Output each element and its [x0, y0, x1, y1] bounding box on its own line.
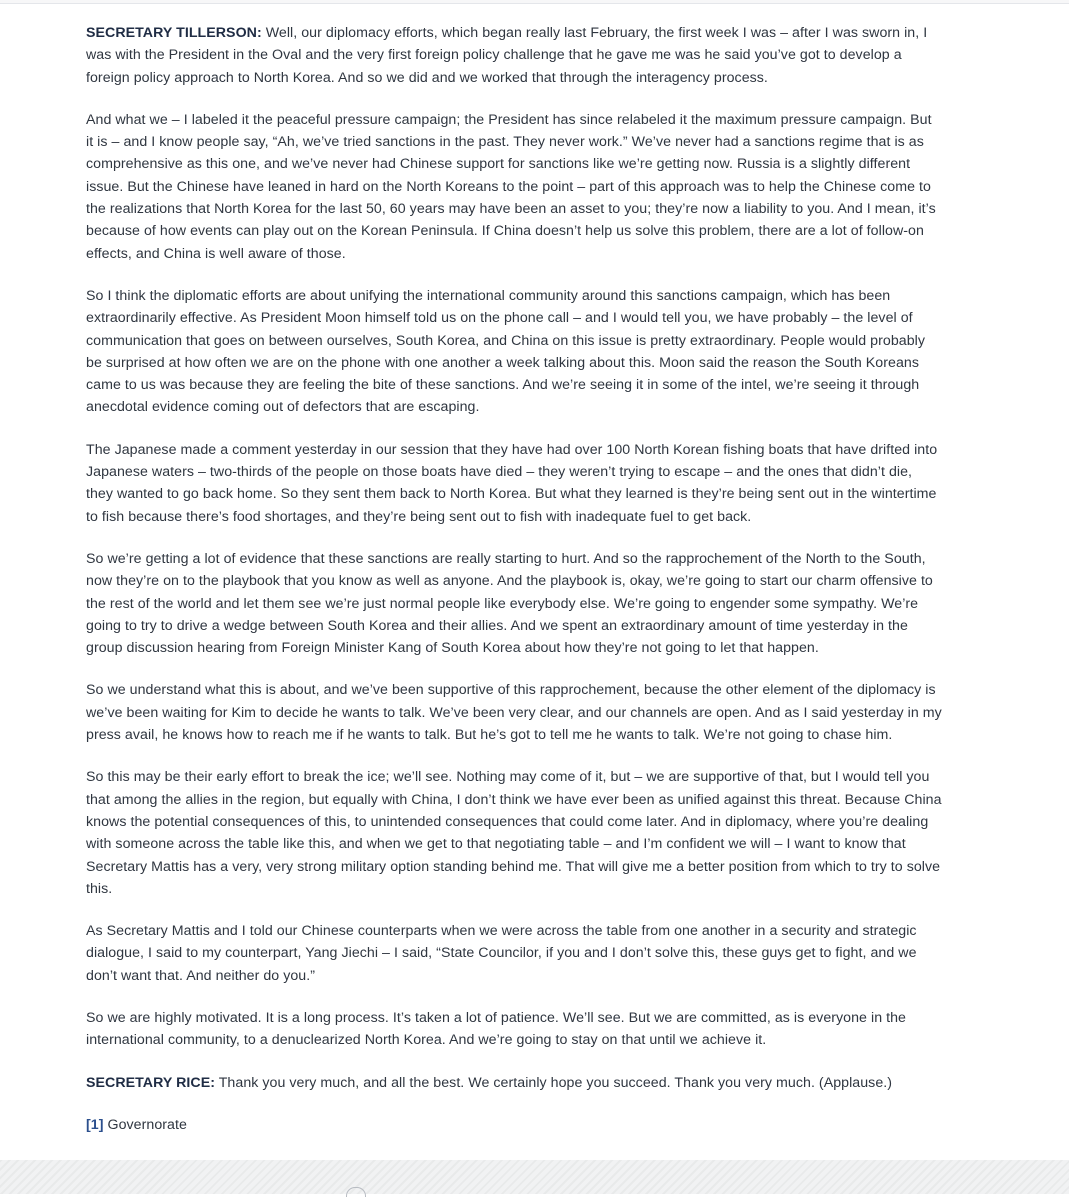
speaker-label: SECRETARY TILLERSON:: [86, 25, 262, 41]
paragraph-9: [86, 1007, 942, 1052]
speaker-label: SECRETARY RICE:: [86, 1074, 215, 1091]
paragraph-2: [86, 109, 942, 265]
footer-band: [0, 1160, 1069, 1194]
paragraph-6: [86, 679, 942, 746]
paragraph-8: [86, 920, 942, 987]
footnote-text: Governorate: [103, 1116, 187, 1133]
paragraph-text: Well, our diplomacy efforts, which began really last February, the first week I was – after I was sworn in, I was with the President in the Oval and the very first foreign policy challenge that he gave me was he said you’ve got to develop a foreign policy approach to North Korea. And so we did and we worked that through the interagency process.: [86, 25, 928, 86]
paragraph-text: Thank you very much, and all the best. We certainly hope you succeed. Thank you very much. (Applause.): [214, 1074, 893, 1091]
paragraph-1: [86, 22, 942, 89]
top-divider: [0, 0, 1069, 4]
paragraph-4: [86, 439, 942, 528]
paragraph-text: The Japanese made a comment yesterday in our session that they have had over 100 North Korean fishing boats that have drifted into Japanese waters – two-thirds of the people on those boats have died – they weren’t trying to escape – and the ones that didn’t die, they wanted to go back home. So they sent them back to North Korea. But what they learned is they’re being sent out in the wintertime to fish because there’s food shortages, and they’re being sent out to fish with inadequate fuel to get back.: [86, 441, 938, 525]
footnote-link[interactable]: [1]: [86, 1116, 104, 1133]
paragraph-text: So I think the diplomatic efforts are about unifying the international community around this sanctions campaign, which has been extraordinarily effective. As President Moon himself told us on the phone call – and I would tell you, we have probably – the level of communication that goes on between ourselves, South Korea, and China on this issue is pretty extraordinary. People would probably be surprised at how often we are on the phone with one another a week talking about this. Moon said the reason the South Koreans came to us was because they are feeling the bite of these sanctions. And we’re seeing it in some of the intel, we’re seeing it through anecdotal evidence coming out of defectors that are escaping.: [86, 287, 926, 416]
paragraph-text: So we are highly motivated. It is a long process. It’s taken a lot of patience. We’ll see. But we are committed, as is everyone in the international community, to a denuclearized North Korea. And we’re going to stay on that until we achieve it.: [86, 1009, 906, 1049]
paragraph-3: [86, 285, 942, 419]
paragraph-text: As Secretary Mattis and I told our Chinese counterparts when we were across the table from one another in a security and strategic dialogue, I said to my counterpart, Yang Jiechi – I said, “State Councilor, if you and I don’t solve this, these guys get to fight, and we don’t want that. And neither do you.”: [86, 923, 917, 984]
footnote: [86, 1114, 942, 1136]
transcript-body: [86, 22, 942, 1156]
paragraph-text: So we understand what this is about, and we’ve been supportive of this rapprochement, because the other element of the diplomacy is we’ve been waiting for Kim to decide he wants to talk. We’ve been very clear, and our channels are open. And as I said yesterday in my press avail, he knows how to reach me if he wants to talk. But he’s got to tell me he wants to talk. We’re not going to chase him.: [86, 682, 942, 744]
paragraph-text: So this may be their early effort to break the ice; we’ll see. Nothing may come of it, but – we are supportive of that, but I would tell you that among the allies in the region, but equally with China, I don’t think we have ever been as unified against this threat. Because China knows the potential consequences of this, to unintended consequences that could come later. And in diplomacy, where you’re dealing with someone across the table like this, and when we get to that negotiating table – and I’m confident we will – I want to know that Secretary Mattis has a very, very strong military option standing behind me. That will give me a better position from which to try to solve this.: [86, 769, 942, 897]
paragraph-7: [86, 766, 942, 900]
paragraph-10: [86, 1072, 942, 1094]
paragraph-text: And what we – I labeled it the peaceful pressure campaign; the President has since relabeled it the maximum pressure campaign. But it is – and I know people say, “Ah, we’ve tried sanctions in the past. They never work.” We’ve never had a sanctions regime that is as comprehensive as this one, and we’ve never had Chinese support for sanctions like we’re getting now. Russia is a slightly different issue. But the Chinese have leaned in hard on the North Koreans to the point – part of this approach was to help the Chinese come to the realizations that North Korea for the last 50, 60 years may have been an asset to you; they’re now a liability to you. And I mean, it’s because of how events can play out on the Korean Peninsula. If China doesn’t help us solve this problem, there are a lot of follow-on effects, and China is well aware of those.: [86, 111, 936, 262]
seal-icon: [346, 1187, 366, 1197]
paragraph-text: So we’re getting a lot of evidence that these sanctions are really starting to hurt. And so the rapprochement of the North to the South, now they’re on to the playbook that you know as well as anyone. And the playbook is, okay, we’re going to start our charm offensive to the rest of the world and let them see we’re just normal people like everybody else. We’re going to engender some sympathy. We’re going to try to drive a wedge between South Korea and their allies. And we spent an extraordinary amount of time yesterday in the group discussion hearing from Foreign Minister Kang of South Korea about how they’re not going to let that happen.: [86, 550, 933, 657]
paragraph-5: [86, 548, 942, 659]
